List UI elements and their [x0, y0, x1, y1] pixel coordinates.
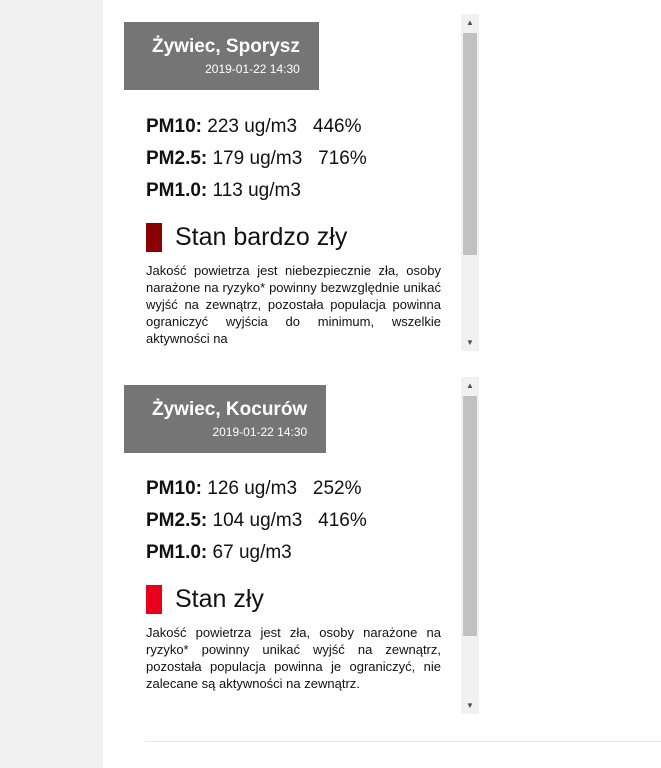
pm25-value: 179 ug/m3: [212, 148, 303, 169]
air-quality-status: [146, 223, 347, 252]
pm25-label: PM2.5:: [146, 148, 208, 169]
pm10-percent: 252%: [312, 478, 362, 499]
station-card-content[interactable]: [124, 14, 461, 351]
card-scrollbar[interactable]: [461, 14, 479, 351]
pm25-percent: 416%: [318, 510, 367, 531]
triangle-down-icon[interactable]: ▼: [466, 701, 474, 710]
page-content: [103, 0, 661, 768]
pm1-label: PM1.0:: [146, 542, 208, 563]
air-quality-status: [146, 585, 264, 614]
pm10-label: PM10:: [146, 478, 202, 499]
pm10-percent: 446%: [312, 116, 362, 137]
station-name: Żywiec, Sporysz: [152, 36, 300, 57]
scrollbar-thumb[interactable]: [463, 396, 477, 636]
station-card-content[interactable]: [124, 377, 461, 714]
triangle-up-icon[interactable]: ▲: [466, 18, 474, 27]
pm10-row: [146, 478, 362, 500]
pm1-value: 113 ug/m3: [212, 180, 301, 201]
pm10-row: [146, 116, 362, 138]
pm25-row: [146, 510, 367, 532]
triangle-down-icon[interactable]: ▼: [466, 338, 474, 347]
pm1-row: [146, 542, 292, 564]
pm10-label: PM10:: [146, 116, 202, 137]
triangle-up-icon[interactable]: ▲: [466, 381, 474, 390]
station-card-sporysz: [124, 14, 479, 351]
station-header: [124, 385, 326, 453]
pm10-value: 223 ug/m3: [207, 116, 298, 137]
station-timestamp: 2019-01-22 14:30: [205, 62, 300, 76]
pm1-value: 67 ug/m3: [212, 542, 292, 563]
pm25-row: [146, 148, 367, 170]
station-header: [124, 22, 319, 90]
pm25-percent: 716%: [318, 148, 367, 169]
status-description: Jakość powietrza jest zła, osoby narażone na ryzyko* powinny unikać wyjść na zewnątrz, pozostała populacja powinna je ograniczyć, nie zalecane są aktywności na zewnątrz.: [146, 625, 441, 691]
status-color-swatch: [146, 223, 162, 252]
station-card-kocurow: [124, 377, 479, 714]
status-description: Jakość powietrza jest niebezpiecznie zła, osoby narażone na ryzyko* powinny bezwzględnie unikać wyjść na zewnątrz, pozostała populacja powinna ograniczyć wyjścia do minimum, wszelkie aktywności na: [146, 263, 441, 346]
card-scrollbar[interactable]: [461, 377, 479, 714]
station-name: Żywiec, Kocurów: [152, 399, 308, 420]
pm25-value: 104 ug/m3: [212, 510, 303, 531]
pm10-value: 126 ug/m3: [207, 478, 298, 499]
status-label: Stan bardzo zły: [175, 223, 348, 251]
status-label: Stan zły: [175, 585, 264, 613]
section-divider: [145, 741, 661, 742]
pm25-label: PM2.5:: [146, 510, 208, 531]
scrollbar-thumb[interactable]: [463, 33, 477, 255]
pm1-row: [146, 180, 301, 202]
status-color-swatch: [146, 585, 162, 614]
station-timestamp: 2019-01-22 14:30: [212, 425, 308, 439]
pm1-label: PM1.0:: [146, 180, 208, 201]
